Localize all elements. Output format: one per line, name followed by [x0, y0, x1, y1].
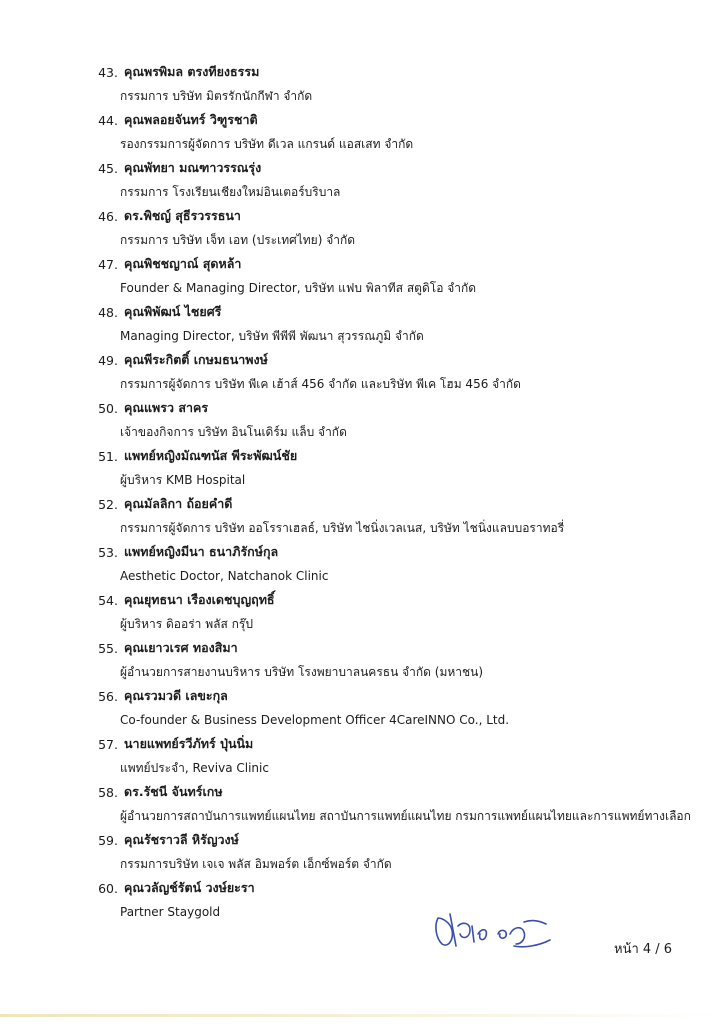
- entry-name: คุณพลอยจันทร์ วิฑูรชาติ: [124, 112, 258, 127]
- entry-description: แพทย์ประจำ, Reviva Clinic: [120, 760, 269, 775]
- entry-description: กรรมการผู้จัดการ บริษัท พีเค เฮ้าส์ 456 จำกัด และบริษัท พีเค โฮม 456 จำกัด: [120, 376, 521, 391]
- entry-number: 46.: [98, 208, 118, 224]
- entry-name: คุณวลัญช์รัตน์ วงษ์ยะรา: [124, 880, 255, 895]
- entry-name: นายแพทย์รวีภัทร์ ปุ่นนิ่ม: [124, 736, 254, 751]
- entry-name: คุณยุทธนา เรืองเดชบุญฤทธิ์: [124, 592, 275, 607]
- entry-number: 55.: [98, 640, 118, 656]
- entry-number: 50.: [98, 400, 118, 416]
- entry-name: คุณแพรว สาคร: [124, 400, 209, 415]
- entry-description: กรรมการ บริษัท เจ็ท เอท (ประเทศไทย) จำกัด: [120, 232, 356, 247]
- entry-description: กรรมการบริษัท เจเจ พลัส อิมพอร์ต เอ็กซ์พอร์ต จำกัด: [120, 856, 392, 871]
- entry-description: Founder & Managing Director, บริษัท แฟบ พิลาทีส สตูดิโอ จำกัด: [120, 280, 477, 295]
- entry-name: คุณเยาวเรศ ทองสิมา: [124, 640, 238, 655]
- entry-number: 43.: [98, 64, 118, 80]
- entry-number: 54.: [98, 592, 118, 608]
- entry-name: คุณพัทยา มณฑาวรรณรุ่ง: [124, 160, 262, 175]
- entry-name: คุณพิพัฒน์ ไชยศรี: [124, 304, 222, 319]
- entry-number: 60.: [98, 880, 118, 896]
- entry-name: คุณมัลลิกา ถ้อยคำดี: [124, 496, 233, 511]
- entry-number: 44.: [98, 112, 118, 128]
- entry-description: กรรมการผู้จัดการ บริษัท ออโรราเฮลธ์, บริษัท ไชนิ่งเวลเนส, บริษัท ไชนิ่งแลบบอราทอรี่: [120, 520, 565, 535]
- entry-description: Co-founder & Business Development Officer 4CareINNO Co., Ltd.: [120, 713, 510, 727]
- entry-description: กรรมการ โรงเรียนเชียงใหม่อินเตอร์บริบาล: [120, 184, 341, 199]
- entry-number: 53.: [98, 544, 118, 560]
- entry-description: เจ้าของกิจการ บริษัท อินโนเดิร์ม แล็บ จำกัด: [120, 424, 347, 439]
- page-number: หน้า 4 / 6: [614, 942, 673, 957]
- entry-description: ผู้อำนวยการสายงานบริหาร บริษัท โรงพยาบาลนครธน จำกัด (มหาชน): [120, 664, 484, 679]
- entry-number: 56.: [98, 688, 118, 704]
- entry-number: 45.: [98, 160, 118, 176]
- entry-description: ผู้บริหาร KMB Hospital: [120, 472, 246, 487]
- entry-number: 59.: [98, 832, 118, 848]
- entry-name: คุณรวมวดี เลขะกุล: [124, 688, 228, 703]
- entry-description: ผู้บริหาร ดิออร่า พลัส กรุ๊ป: [120, 616, 253, 631]
- entry-description: Managing Director, บริษัท พีพีพี พัฒนา สุวรรณภูมิ จำกัด: [120, 328, 424, 343]
- entry-number: 51.: [98, 448, 118, 464]
- entry-name: แพทย์หญิงมัณฑนัส พีระพัฒน์ชัย: [124, 448, 298, 463]
- entry-name: คุณรัชราวลี หิรัญวงษ์: [124, 832, 239, 847]
- entry-name: ดร.รัชนี จันทร์เกษ: [124, 784, 223, 799]
- entry-name: แพทย์หญิงมีนา ธนาภิรักษ์กุล: [124, 544, 279, 559]
- entry-number: 48.: [98, 304, 118, 320]
- entry-name: คุณพิชชญาณ์ สุดหล้า: [124, 256, 242, 271]
- entry-description: Aesthetic Doctor, Natchanok Clinic: [120, 569, 329, 583]
- entry-number: 58.: [98, 784, 118, 800]
- entry-number: 49.: [98, 352, 118, 368]
- entry-number: 47.: [98, 256, 118, 272]
- entry-description: Partner Staygold: [120, 905, 221, 919]
- entry-description: รองกรรมการผู้จัดการ บริษัท ดีเวล แกรนด์ แอสเสท จำกัด: [120, 136, 414, 151]
- entry-number: 57.: [98, 736, 118, 752]
- scan-edge: [0, 1014, 724, 1017]
- entry-description: กรรมการ บริษัท มิตรรักนักกีฬา จำกัด: [120, 88, 313, 103]
- signature-image: [428, 904, 558, 954]
- entry-description: ผู้อำนวยการสถาบันการแพทย์แผนไทย สถาบันการแพทย์แผนไทย กรมการแพทย์แผนไทยและการแพทย์ทางเลือก: [120, 808, 691, 823]
- entry-name: คุณพีระกิตติ์ เกษมธนาพงษ์: [124, 352, 268, 367]
- entry-name: ดร.พิชญ์ สุธีรวรรธนา: [124, 208, 241, 223]
- entry-number: 52.: [98, 496, 118, 512]
- entry-name: คุณพรพิมล ตรงทียงธรรม: [124, 64, 260, 79]
